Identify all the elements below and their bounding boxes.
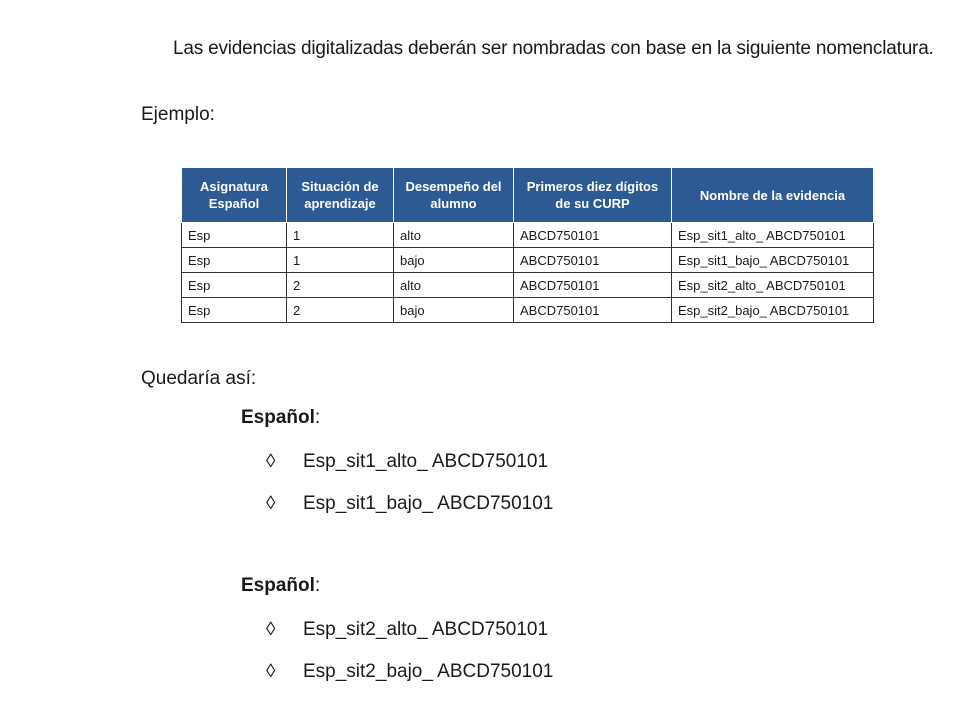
example-label: Ejemplo: (141, 104, 215, 125)
table-cell: Esp (182, 273, 287, 298)
table-cell: bajo (394, 248, 514, 273)
evidence-name: Esp_sit1_alto_ ABCD750101 (303, 451, 549, 472)
group-title: Español: (241, 575, 321, 596)
table-cell: Esp (182, 223, 287, 248)
table-cell: Esp (182, 248, 287, 273)
header-situacion: Situación de aprendizaje (287, 168, 394, 223)
result-label: Quedaría así: (141, 368, 257, 389)
table-row (182, 248, 874, 273)
table-cell: bajo (394, 298, 514, 323)
header-desempeno: Desempeño del alumno (394, 168, 514, 223)
table-row (182, 273, 874, 298)
list-item (266, 661, 553, 683)
list-item (266, 493, 553, 515)
table-row (182, 298, 874, 323)
table-cell: alto (394, 223, 514, 248)
evidence-name: Esp_sit1_bajo_ ABCD750101 (303, 493, 554, 514)
table-cell: 2 (287, 298, 394, 323)
table-row (182, 223, 874, 248)
diamond-bullet-icon: ◊ (266, 619, 276, 640)
evidence-name: Esp_sit2_alto_ ABCD750101 (303, 619, 549, 640)
header-nombre: Nombre de la evidencia (672, 168, 874, 223)
table-cell: Esp_sit1_bajo_ ABCD750101 (672, 248, 874, 273)
table-cell: 1 (287, 223, 394, 248)
table-cell: ABCD750101 (514, 223, 672, 248)
list-item (266, 619, 548, 641)
nomenclature-table (181, 167, 874, 323)
table-cell: ABCD750101 (514, 273, 672, 298)
intro-text: Las evidencias digitalizadas deberán ser nombradas con base en la siguiente nomenclatura. (173, 38, 934, 59)
group-title: Español: (241, 407, 321, 428)
table-cell: ABCD750101 (514, 248, 672, 273)
table-header-row (182, 168, 874, 223)
table-cell: ABCD750101 (514, 298, 672, 323)
table-cell: Esp_sit2_bajo_ ABCD750101 (672, 298, 874, 323)
table-cell: Esp (182, 298, 287, 323)
diamond-bullet-icon: ◊ (266, 493, 276, 514)
evidence-name: Esp_sit2_bajo_ ABCD750101 (303, 661, 554, 682)
table-cell: alto (394, 273, 514, 298)
diamond-bullet-icon: ◊ (266, 661, 276, 682)
header-asignatura: Asignatura Español (182, 168, 287, 223)
diamond-bullet-icon: ◊ (266, 451, 276, 472)
header-curp: Primeros diez dígitos de su CURP (514, 168, 672, 223)
table-cell: 2 (287, 273, 394, 298)
table-cell: Esp_sit1_alto_ ABCD750101 (672, 223, 874, 248)
list-item (266, 451, 548, 473)
table-cell: Esp_sit2_alto_ ABCD750101 (672, 273, 874, 298)
table-cell: 1 (287, 248, 394, 273)
